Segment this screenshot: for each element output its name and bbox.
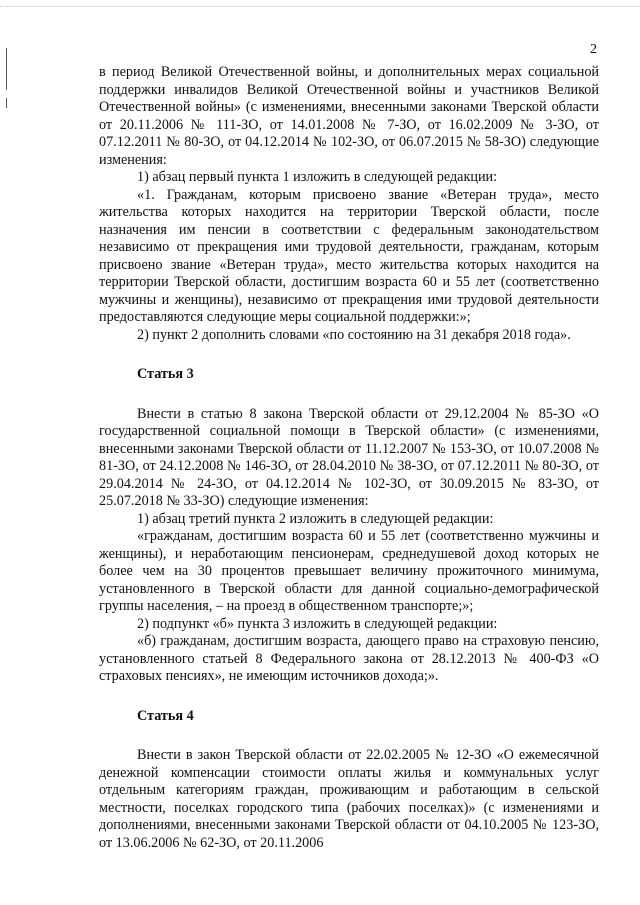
scan-top-edge — [0, 0, 640, 7]
scan-margin-mark — [6, 48, 7, 90]
paragraph: 2) подпункт «б» пункта 3 изложить в следующей редакции: — [137, 615, 498, 632]
paragraph: Внести в статью 8 закона Тверской области от 29.12.2004 № 85-ЗО «О государственной социальной помощи в Тверской области» (с изменениями, внесенными законами Тверской области от 11.12.2007 № 153-ЗО, от 10.07.2008 № 81-ЗО, от 24.12.2008 № 146-ЗО, от 28.04.2010 № 38-ЗО, от 07.12.2011 № 80-ЗО, от 29.04.2014 № 24-ЗО, от 04.12.2014 № 102-ЗО, от 30.09.2015 № 83-ЗО, от 25.07.2018 № 33-ЗО) следующие изменения: — [99, 405, 599, 509]
article-heading-4: Статья 4 — [137, 707, 194, 724]
scan-margin-mark — [6, 98, 7, 108]
paragraph: «1. Гражданам, которым присвоено звание «Ветеран труда», место жительства которых находится на территории Тверской области, после назначения им пенсии в соответствии с федеральным законодательством независимо от прекращения ими трудовой деятельности, гражданам, которым присвоено звание «Ветеран труда», место жительства которых находится на территории Тверской области, достигшим возраста 60 и 55 лет (соответственно мужчины и женщины), независимо от прекращения ими трудовой деятельности предоставляются следующие меры социальной поддержки:»; — [99, 186, 599, 325]
article-heading-3: Статья 3 — [137, 366, 194, 382]
paragraph: 1) абзац третий пункта 2 изложить в следующей редакции: — [137, 510, 494, 527]
paragraph: в период Великой Отечественной войны, и дополнительных мерах социальной поддержки инвалидов Великой Отечественной войны и участников Великой Отечественной войны» (с изменениями, внесенными законами Тверской области от 20.11.2006 № 111-ЗО, от 14.01.2008 № 7-ЗО, от 16.02.2009 № 3-ЗО, от 07.12.2011 № 80-ЗО, от 04.12.2014 № 102-ЗО, от 06.07.2015 № 58-ЗО) следующие изменения: — [99, 64, 599, 168]
paragraph: 1) абзац первый пункта 1 изложить в следующей редакции: — [137, 169, 498, 185]
paragraph: Внести в закон Тверской области от 22.02.2005 № 12-ЗО «О ежемесячной денежной компенсации стоимости оплаты жилья и коммунальных услуг отдельным категориям граждан, проживающим и работающим в сельской местности, поселках городского типа (рабочих поселках)» (с изменениями и дополнениями, внесенными законами Тверской области от 04.10.2005 № 123-ЗО, от 13.06.2006 № 62-ЗО, от 20.11.2006 — [99, 747, 599, 851]
document-body — [99, 64, 599, 852]
paragraph: «гражданам, достигшим возраста 60 и 55 лет (соответственно мужчины и женщины), и неработающим пенсионерам, среднедушевой доход которых не более чем на 30 процентов превышает величину прожиточного минимума, установленного в Тверской области для данной социально-демографической группы населения, – на проезд в общественном транспорте;»; — [99, 528, 599, 614]
page-number: 2 — [590, 42, 597, 57]
paragraph: «б) гражданам, достигшим возраста, дающего право на страховую пенсию, установленного статьей 8 Федерального закона от 28.12.2013 № 400-ФЗ «О страховых пенсиях», не имеющим источников дохода;». — [99, 633, 599, 684]
paragraph: 2) пункт 2 дополнить словами «по состоянию на 31 декабря 2018 года». — [137, 326, 571, 343]
